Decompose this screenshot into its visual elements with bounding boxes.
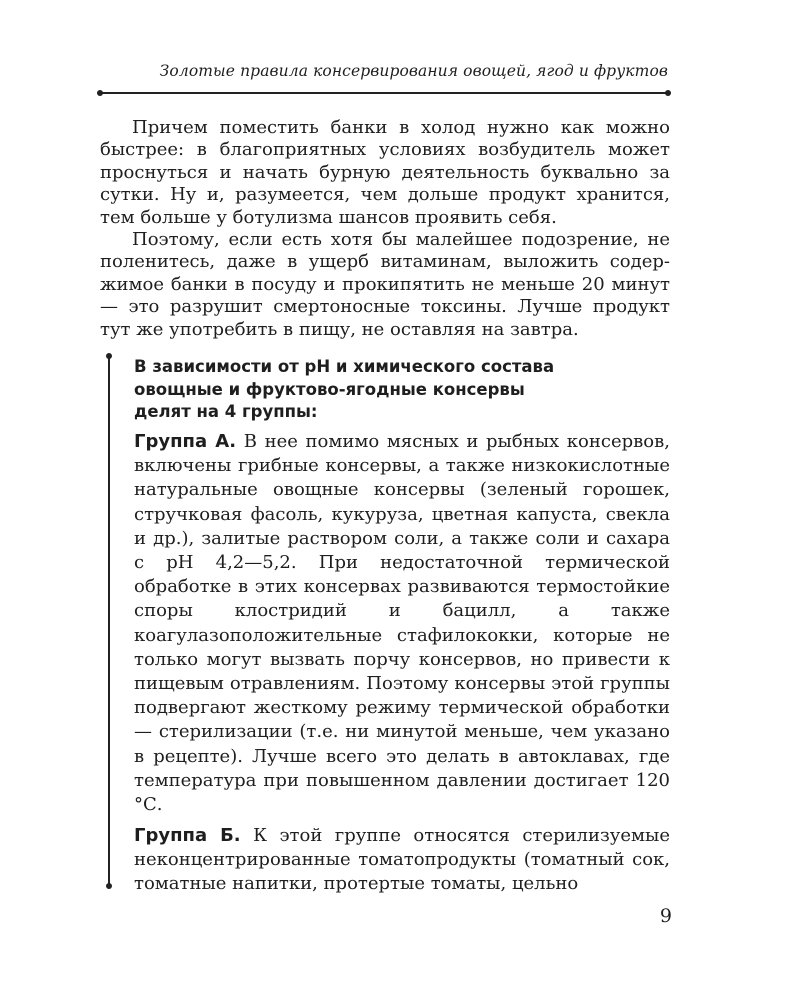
sidebar-rule <box>108 356 110 886</box>
paragraph: Поэтому, если есть хотя бы малейшее подозрение, не поленитесь, даже в ущерб витаминам, выложить содержимое банки в посуду и прокипятить не меньше 20 минут — это разрушит смертоносные токсины. Лучше продукт тут же употребить в пищу, не оставляя на завтра. <box>100 229 670 340</box>
running-header: Золотые правила консервирования овощей, ягод и фруктов <box>159 62 668 80</box>
header-rule-left-dot <box>97 90 103 96</box>
box-heading-line: В зависимости от pH и химического состава <box>134 357 555 376</box>
group-a-text: В нее помимо мясных и рыбных консервов, включены грибные консервы, а также низкокислотные натуральные овощные консервы (зеленый горошек, стручковая фасоль, кукуруза, цветная капуста, свекла и др.), залитые раствором соли, а также соли и сахара с pH 4,2—5,2. При недостаточной термической обработке в этих консервах развиваются термостойкие споры клостридий и бацилл, а также коагулазоположительные стафилококки, которые не только могут вызвать порчу консервов, но привести к пищевым отравлениям. Поэтому консервы этой группы подвергают жесткому режиму термической обработки — стерилизации (т.е. ни минутой меньше, чем указано в рецепте). Лучше всего это делать в автоклавах, где температура при повышенном давлении достигает 120 °С. <box>134 431 670 816</box>
group-a-paragraph <box>134 430 670 817</box>
sidebar-rule-bottom-dot <box>106 883 112 889</box>
page-number: 9 <box>659 905 672 927</box>
group-b-label: Группа Б. <box>134 825 241 846</box>
box-heading-line: овощные и фруктово-ягодные консервы <box>134 379 525 399</box>
main-text <box>100 117 670 341</box>
header-rule-right-dot <box>665 90 671 96</box>
group-b-text: К этой группе относятся стерилизуемые неконцентрированные томатопродукты (томатный сок, томатные напитки, протертые томаты, цельно <box>134 825 670 895</box>
box-heading-line: делят на 4 группы: <box>134 402 318 421</box>
paragraph: Причем поместить банки в холод нужно как можно быстрее: в благоприятных условиях возбудитель может проснуться и начать бурную деятельность буквально за сутки. Ну и, разумеется, чем дольше продукт хранится, тем больше у ботулизма шансов проявить себя. <box>100 117 670 228</box>
header-rule <box>100 92 668 94</box>
group-b-paragraph <box>134 824 670 897</box>
sidebar-rule-top-dot <box>106 353 112 359</box>
group-a-label: Группа А. <box>134 431 237 452</box>
box-heading <box>134 356 664 424</box>
